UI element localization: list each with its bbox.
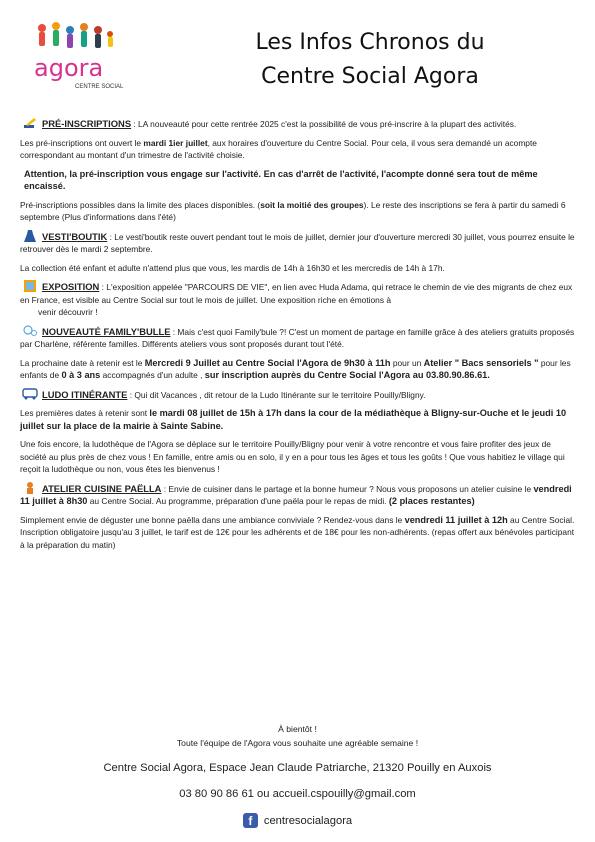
pre-inscriptions-attention: Attention, la pré-inscription vous engage sur l'activité. En cas d'arrêt de l'activité, l'acompte donné sera tout de même encaissé.: [24, 168, 538, 191]
cuisine-title: ATELIER CUISINE PAËLLA: [42, 482, 162, 494]
bubble-icon: [22, 325, 38, 337]
title-line-1: Les Infos Chronos du: [255, 30, 485, 55]
contact-phone-email[interactable]: 03 80 90 86 61 ou accueil.cspouilly@gmail.com: [179, 788, 416, 800]
logo-subtitle: CENTRE SOCIAL: [75, 84, 124, 90]
closing-line-2: Toute l'équipe de l'Agora vous souhaite une agréable semaine !: [176, 738, 419, 748]
cuisine-intro: ATELIER CUISINE PAËLLA : Envie de cuisiner dans le partage et la bonne humeur ? Nous vous proposons un atelier cuisine le vendredi 11 juillet à 8h30 au Centre Social. Au programme, préparation d'une paëla pour le repas de midi. (2 places restantes): [20, 482, 572, 506]
cook-icon: [22, 482, 38, 494]
ludo-description: Une fois encore, la ludothèque de l'Agora se déplace sur le territoire Pouilly/Bligny pour venir à votre rencontre et vous faire profiter des jeux de société au plus près de chez vous ! En famille, entre amis ou en solo, il y en a pour tous les âges et tous les goûts ! Que vous habitiez le village qui reçoit la ludothèque ou non, vous êtes les bienvenus !: [20, 439, 565, 474]
people-figures-icon: [38, 22, 113, 48]
pre-inscriptions-limit: Pré-inscriptions possibles dans la limite des places disponibles. (soit la moitié des groupes). Le reste des inscriptions se fera à partir du samedi 6 septembre (Plus d'informations dans l'été): [20, 199, 566, 222]
exposition-intro: EXPOSITION : L'exposition appelée "PARCOURS DE VIE", en lien avec Huda Adama, qui retrace le chemin de vie des migrants de chez eux en France, est visible au Centre Social sur tout le mois de juillet. Une exposition riche en émotions à: [20, 281, 573, 305]
dress-icon: [22, 230, 38, 242]
facebook-handle: centresocialagora: [263, 814, 353, 827]
vestiboutik-intro: VESTI'BOUTIK : Le vesti'boutik reste ouvert pendant tout le mois de juillet, dernier jour d'ouverture mercredi 30 juillet, vous pourrez ensuite le retrouver dès le mardi 2 septembre.: [20, 230, 575, 254]
pre-inscriptions-dates: Les pré-inscriptions ont ouvert le mardi 1ier juillet, aux horaires d'ouverture du Centre Social. Pour cela, il vous sera demandé un acompte correspondant au montant d'un trimestre de l'activité choisie.: [20, 137, 537, 160]
contact-address: Centre Social Agora, Espace Jean Claude Patriarche, 21320 Pouilly en Auxois: [103, 762, 492, 774]
facebook-link[interactable]: [0, 813, 595, 828]
ludo-dates: Les premières dates à retenir sont le mardi 08 juillet de 15h à 17h dans la cour de la médiathèque à Bligny-sur-Ouche et le jeudi 10 juillet sur la place de la mairie à Sainte Sabine.: [20, 408, 567, 431]
familybulle-title: NOUVEAUTÉ FAMILY'BULLE: [42, 325, 171, 337]
title-line-2: Centre Social Agora: [261, 64, 479, 89]
picture-frame-icon: [22, 280, 38, 292]
newsletter-content: [20, 117, 575, 557]
ludo-intro: LUDO ITINÉRANTE : Qui dit Vacances , dit retour de la Ludo Itinérante sur le territoire Pouilly/Bligny.: [20, 388, 575, 402]
pre-inscriptions-intro: PRÉ-INSCRIPTIONS : LA nouveauté pour cette rentrée 2025 c'est la possibilité de vous pré-inscrire à la plupart des activités.: [20, 117, 575, 131]
closing-message: [0, 722, 595, 750]
exposition-title: EXPOSITION: [42, 281, 100, 292]
agora-logo: [20, 18, 130, 96]
pre-inscriptions-title: PRÉ-INSCRIPTIONS: [42, 118, 132, 129]
familybulle-intro: NOUVEAUTÉ FAMILY'BULLE : Mais c'est quoi Family'bule ?! C'est un moment de partage en famille grâce à des ateliers gratuits proposés par Charlène, référente familles. Différents ateliers vous sont proposés durant tout l'été.: [20, 325, 575, 349]
closing-line-1: À bientôt !: [278, 724, 317, 734]
exposition-venir: venir découvrir !: [38, 307, 98, 317]
logo-wordmark: agora: [34, 54, 104, 82]
page-title: [150, 26, 590, 94]
pencil-hand-icon: [22, 117, 38, 129]
bus-icon: [22, 388, 38, 400]
vestiboutik-collection: La collection été enfant et adulte n'attend plus que vous, les mardis de 14h à 16h30 et les mercredis de 14h à 17h.: [20, 262, 445, 273]
facebook-icon: f: [243, 813, 258, 828]
cuisine-repas: Simplement envie de déguster une bonne paëlla dans une ambiance conviviale ? Rendez-vous dans le vendredi 11 juillet à 12h au Centre Social. Inscription obligatoire jusqu'au 3 juillet, le tarif est de 12€ pour les adhérents et de 18€ pour les non-adhérents. (repas offert aux bénévoles participant à la préparation du matin): [20, 514, 575, 550]
familybulle-date: La prochaine date à retenir est le Mercredi 9 Juillet au Centre Social l'Agora de 9h30 à 11h pour un Atelier " Bacs sensoriels " pour les enfants de 0 à 3 ans accompagnés d'un adulte , sur inscription auprès du Centre Social l'Agora au 03.80.90.86.61.: [20, 357, 571, 380]
vestiboutik-title: VESTI'BOUTIK: [42, 230, 108, 242]
ludo-title: LUDO ITINÉRANTE: [42, 388, 128, 400]
